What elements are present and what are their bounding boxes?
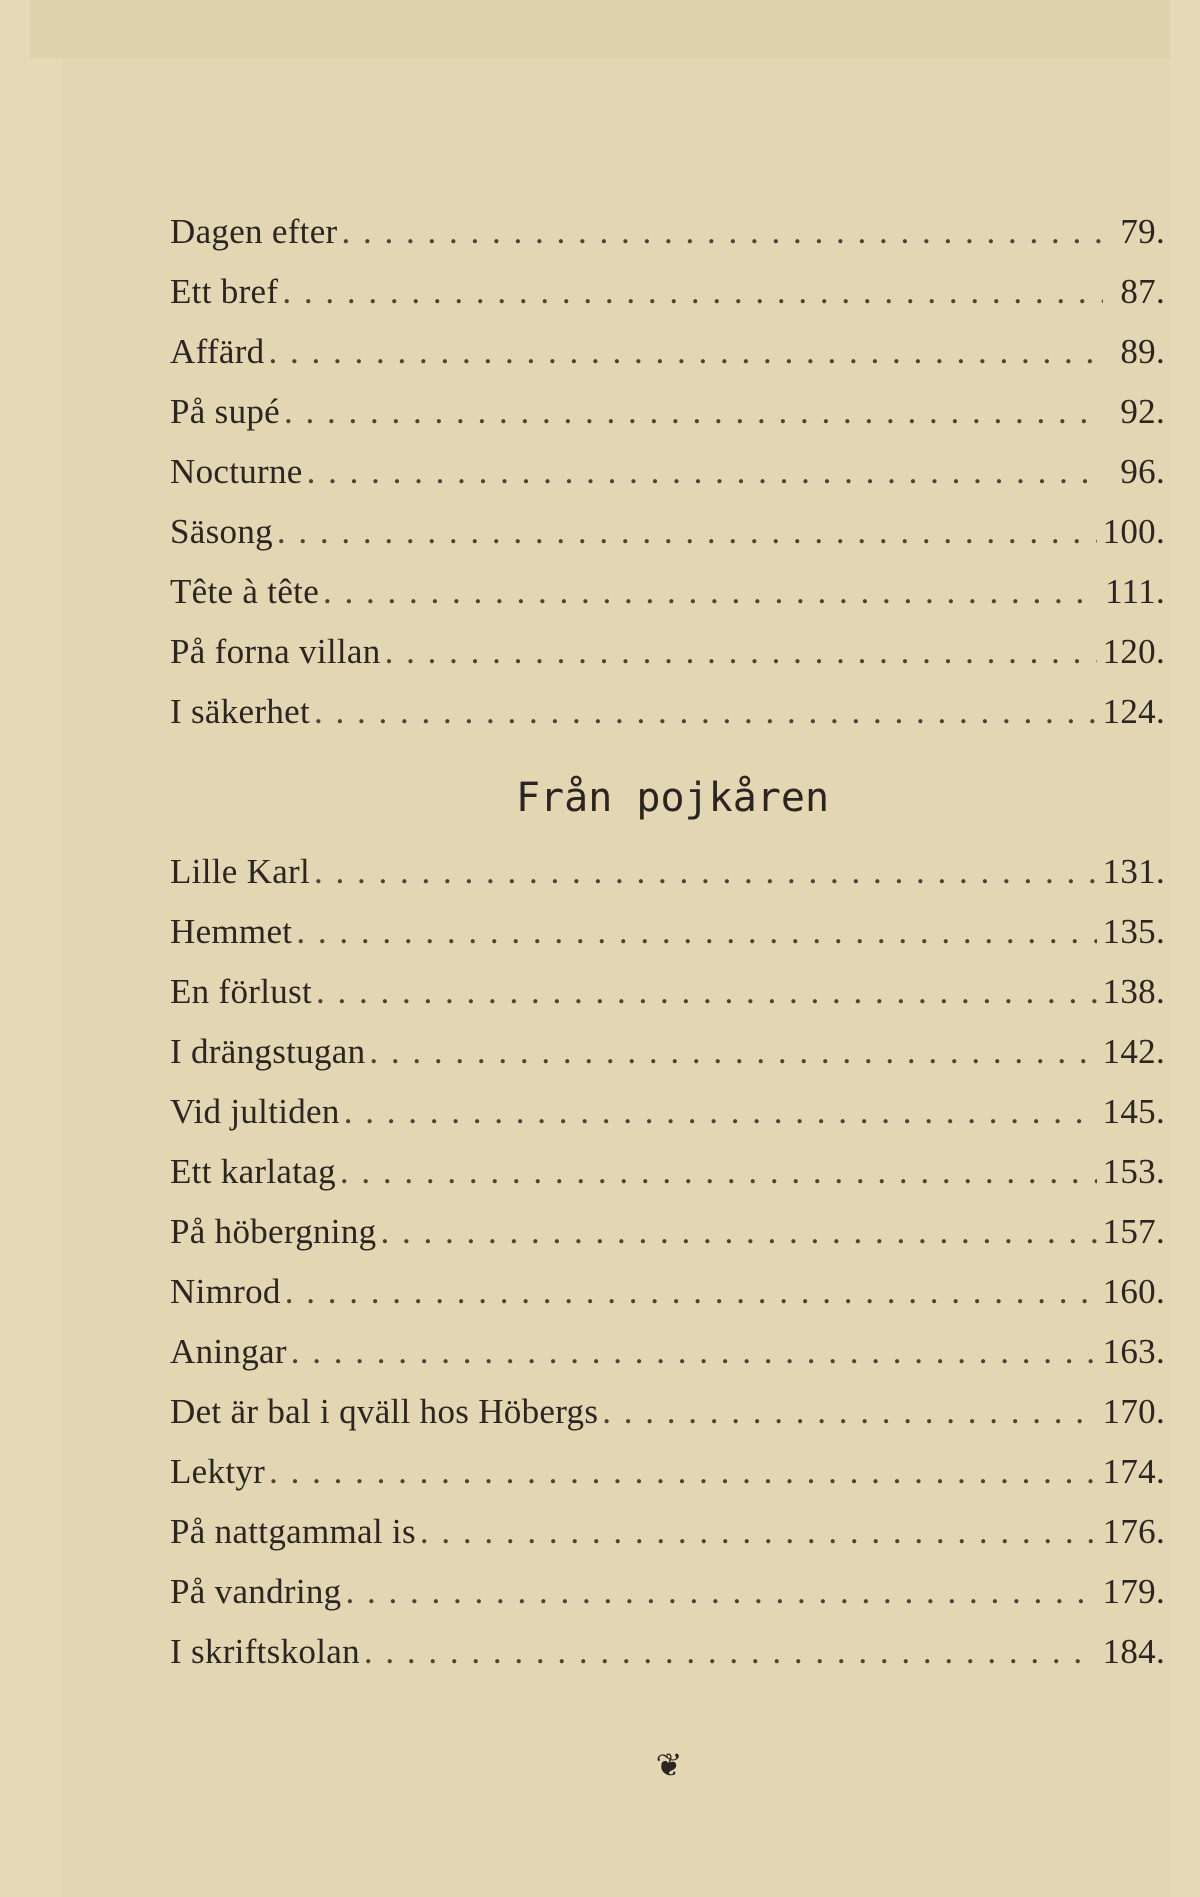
dot-leader: [602, 1382, 1096, 1442]
toc-group-1: [170, 202, 1165, 742]
toc-entry: [170, 1382, 1165, 1442]
dot-leader: [277, 502, 1097, 562]
dot-leader: [420, 1502, 1097, 1562]
toc-entry: [170, 202, 1165, 262]
toc-entry-page: 120.: [1102, 632, 1165, 671]
dot-leader: [344, 1082, 1097, 1142]
toc-group-2: [170, 842, 1165, 1682]
toc-entry-page: 174.: [1102, 1452, 1165, 1491]
section-heading: Från pojkåren: [515, 775, 830, 821]
toc-entry-page: 170.: [1102, 1392, 1165, 1431]
toc-entry: [170, 1562, 1165, 1622]
toc-entry: [170, 1202, 1165, 1262]
dot-leader: [269, 1442, 1096, 1502]
toc-entry: [170, 962, 1165, 1022]
dot-leader: [268, 322, 1103, 382]
toc-entry-title: Säsong: [170, 512, 273, 551]
scan-top-margin: [30, 0, 1170, 58]
toc-entry-title: Ett karlatag: [170, 1152, 336, 1191]
toc-entry-title: På vandring: [170, 1572, 342, 1611]
toc-entry: [170, 1442, 1165, 1502]
dot-leader: [340, 1142, 1097, 1202]
dot-leader: [307, 442, 1103, 502]
toc-entry-title: På supé: [170, 392, 281, 431]
dot-leader: [282, 262, 1103, 322]
toc-entry-page: 184.: [1102, 1632, 1165, 1671]
toc-entry: [170, 502, 1165, 562]
toc-entry-page: 131.: [1102, 852, 1165, 891]
toc-entry-title: I säkerhet: [170, 692, 311, 731]
dot-leader: [369, 1022, 1096, 1082]
toc-entry-page: 111.: [1105, 572, 1165, 611]
toc-entry: [170, 842, 1165, 902]
toc-entry-title: En förlust: [170, 972, 313, 1011]
toc-entry: [170, 382, 1165, 442]
toc-entry: [170, 1322, 1165, 1382]
toc-entry-title: Affärd: [170, 332, 265, 371]
toc-entry: [170, 262, 1165, 322]
toc-entry-page: 96.: [1120, 452, 1165, 491]
toc-entry-title: Det är bal i qväll hos Höbergs: [170, 1392, 599, 1431]
dot-leader: [314, 682, 1097, 742]
toc-entry-title: Aningar: [170, 1332, 287, 1371]
dot-leader: [284, 382, 1103, 442]
toc-entry-page: 87.: [1120, 272, 1165, 311]
toc-entry-title: Dagen efter: [170, 212, 338, 251]
toc-entry: [170, 1262, 1165, 1322]
toc-entry-title: Lektyr: [170, 1452, 266, 1491]
toc-entry-title: Hemmet: [170, 912, 293, 951]
toc-entry-title: Nimrod: [170, 1272, 281, 1311]
toc-entry-page: 160.: [1102, 1272, 1165, 1311]
toc-entry: [170, 1502, 1165, 1562]
toc-entry-title: Nocturne: [170, 452, 303, 491]
toc-entry-page: 145.: [1102, 1092, 1165, 1131]
dot-leader: [364, 1622, 1097, 1682]
toc-entry-title: I drängstugan: [170, 1032, 366, 1071]
toc-entry: [170, 622, 1165, 682]
dot-leader: [385, 622, 1097, 682]
fleuron-icon: ❦: [655, 1747, 683, 1783]
toc-entry: [170, 1142, 1165, 1202]
toc-entry: [170, 562, 1165, 622]
dot-leader: [291, 1322, 1097, 1382]
dot-leader: [314, 842, 1097, 902]
dot-leader: [323, 562, 1099, 622]
toc-entry: [170, 442, 1165, 502]
toc-entry-title: På nattgammal is: [170, 1512, 416, 1551]
toc-entry: [170, 1082, 1165, 1142]
toc-entry-title: På höbergning: [170, 1212, 377, 1251]
toc-entry-page: 163.: [1102, 1332, 1165, 1371]
toc-entry: [170, 682, 1165, 742]
toc-entry-title: Vid jultiden: [170, 1092, 340, 1131]
toc-entry-title: På forna villan: [170, 632, 381, 671]
toc-entry-page: 79.: [1120, 212, 1165, 251]
dot-leader: [345, 1562, 1096, 1622]
toc-entry-page: 157.: [1102, 1212, 1165, 1251]
toc-entry-page: 138.: [1102, 972, 1165, 1011]
toc-entry-title: Tête à tête: [170, 572, 320, 611]
toc-entry-title: I skriftskolan: [170, 1632, 360, 1671]
toc-entry-page: 92.: [1120, 392, 1165, 431]
dot-leader: [380, 1202, 1096, 1262]
dot-leader: [342, 202, 1104, 262]
toc-entry-title: Lille Karl: [170, 852, 311, 891]
toc-entry-page: 100.: [1102, 512, 1165, 551]
toc-entry-page: 179.: [1102, 1572, 1165, 1611]
toc-entry: [170, 322, 1165, 382]
toc-entry-page: 89.: [1120, 332, 1165, 371]
toc-entry-page: 124.: [1102, 692, 1165, 731]
dot-leader: [316, 962, 1097, 1022]
dot-leader: [296, 902, 1096, 962]
toc-entry-title: Ett bref: [170, 272, 279, 311]
toc-entry: [170, 1022, 1165, 1082]
toc-entry-page: 142.: [1102, 1032, 1165, 1071]
toc-entry: [170, 1622, 1165, 1682]
table-of-contents: [170, 202, 1165, 1682]
toc-entry: [170, 902, 1165, 962]
toc-entry-page: 176.: [1102, 1512, 1165, 1551]
toc-entry-page: 153.: [1102, 1152, 1165, 1191]
toc-entry-page: 135.: [1102, 912, 1165, 951]
dot-leader: [285, 1262, 1097, 1322]
